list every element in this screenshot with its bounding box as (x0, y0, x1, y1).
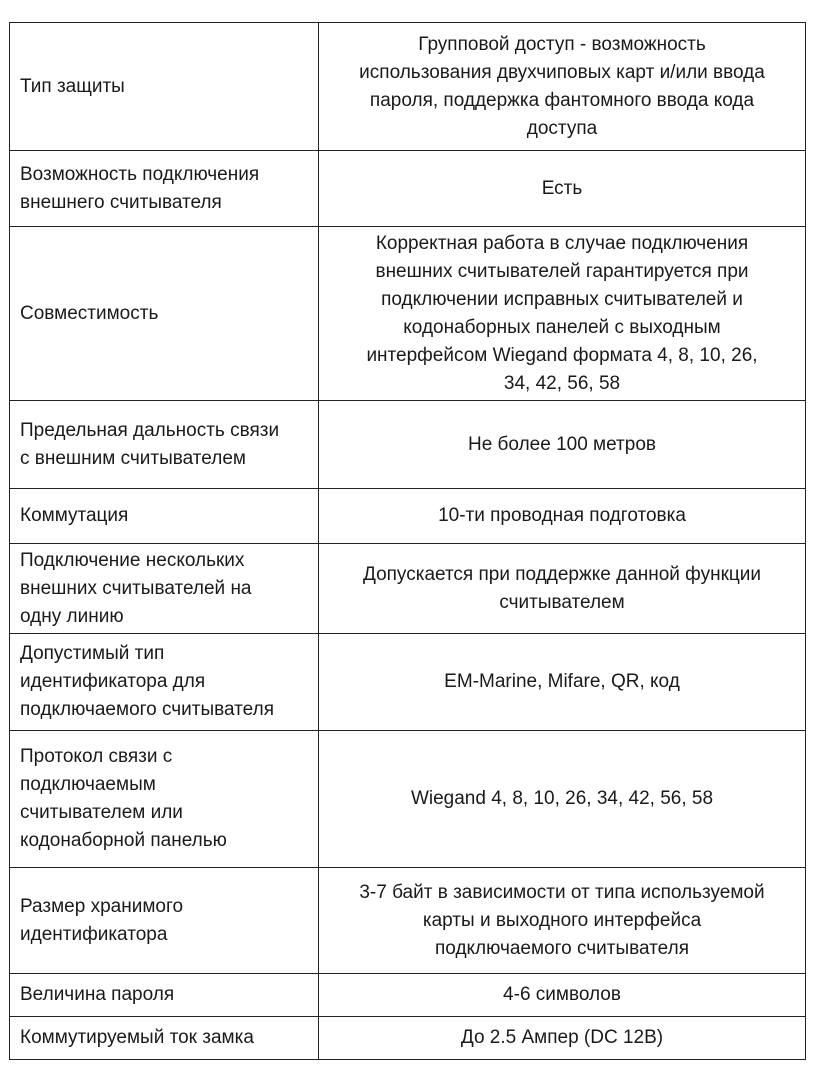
parameter-value (319, 151, 806, 227)
parameter-name (10, 151, 319, 227)
parameter-name (10, 23, 319, 151)
table-row (10, 974, 806, 1017)
value-line: пароля, поддержка фантомного ввода кода (369, 89, 755, 111)
value-line: Корректная работа в случае подключения (375, 232, 749, 254)
value-line: Групповой доступ - возможность (418, 33, 706, 55)
value-line: 3-7 байт в зависимости от типа используемой (359, 881, 765, 903)
table-row (10, 731, 806, 868)
table-row (10, 401, 806, 489)
value-line: кодонаборных панелей с выходным (403, 316, 721, 338)
parameter-name (10, 401, 319, 489)
table-row (10, 489, 806, 544)
parameter-line: подключаемого считывателя (20, 699, 274, 720)
value-line: доступа (526, 117, 598, 139)
parameter-line: кодонаборной панелью (20, 830, 227, 851)
parameter-line: Подключение нескольких (20, 549, 245, 571)
parameter-line: Тип защиты (20, 75, 125, 97)
value-line: Допускается при поддержке данной функции (362, 563, 762, 585)
parameter-name (10, 489, 319, 544)
parameter-line: идентификатора для (20, 671, 206, 692)
value-line: 34, 42, 56, 58 (503, 372, 621, 394)
parameter-name (10, 544, 319, 634)
parameter-value (319, 868, 806, 974)
table-row (10, 23, 806, 151)
value-line: карты и выходного интерфейса (422, 909, 702, 931)
parameter-line: Предельная дальность связи (20, 419, 280, 441)
parameter-name (10, 634, 319, 731)
parameter-value (319, 731, 806, 868)
value-line: Есть (541, 177, 583, 199)
parameter-line: идентификатора (20, 923, 168, 945)
parameter-line: Коммутируемый ток замка (20, 1027, 254, 1048)
value-line: Wiegand 4, 8, 10, 26, 34, 42, 56, 58 (410, 788, 714, 809)
parameter-line: внешних считывателей на (20, 577, 252, 599)
parameter-value (319, 974, 806, 1017)
parameter-line: Размер хранимого (20, 895, 184, 917)
parameter-line: Допустимый тип (20, 643, 165, 664)
specifications-table (9, 22, 806, 1060)
parameter-name (10, 868, 319, 974)
table-row (10, 227, 806, 401)
parameter-name (10, 1017, 319, 1060)
value-line: До 2.5 Ампер (DC 12В) (460, 1027, 664, 1048)
parameter-line: подключаемым (20, 774, 156, 795)
value-line: внешних считывателей гарантируется при (375, 260, 749, 282)
parameter-value (319, 489, 806, 544)
parameter-line: Совместимость (20, 302, 159, 324)
parameter-line: считывателем или (20, 802, 183, 823)
value-line: EM-Marine, Mifare, QR, код (444, 671, 680, 692)
value-line: считывателем (499, 591, 625, 613)
parameter-line: одну линию (20, 605, 124, 627)
table-row (10, 1017, 806, 1060)
parameter-value (319, 227, 806, 401)
parameter-line: Коммутация (20, 505, 129, 526)
value-line: подключении исправных считывателей и (381, 288, 743, 310)
table-row (10, 544, 806, 634)
parameter-line: внешнего считывателя (20, 191, 222, 213)
parameter-line: с внешним считывателем (20, 447, 246, 469)
table-row (10, 151, 806, 227)
parameter-value (319, 23, 806, 151)
parameter-value (319, 1017, 806, 1060)
value-line: Не более 100 метров (467, 433, 656, 455)
parameter-name (10, 227, 319, 401)
value-line: использования двухчиповых карт и/или ввода (359, 61, 765, 83)
parameter-line: Протокол связи с (20, 746, 173, 767)
parameter-line: Величина пароля (20, 984, 175, 1005)
parameter-line: Возможность подключения (20, 163, 260, 185)
parameter-value (319, 634, 806, 731)
parameter-name (10, 731, 319, 868)
table-row (10, 868, 806, 974)
parameter-value (319, 544, 806, 634)
parameter-value (319, 401, 806, 489)
table-row (10, 634, 806, 731)
value-line: 10-ти проводная подготовка (438, 505, 686, 526)
parameter-name (10, 974, 319, 1017)
value-line: интерфейсом Wiegand формата 4, 8, 10, 26, (366, 344, 758, 366)
value-line: 4-6 символов (503, 984, 621, 1005)
value-line: подключаемого считывателя (435, 937, 689, 959)
